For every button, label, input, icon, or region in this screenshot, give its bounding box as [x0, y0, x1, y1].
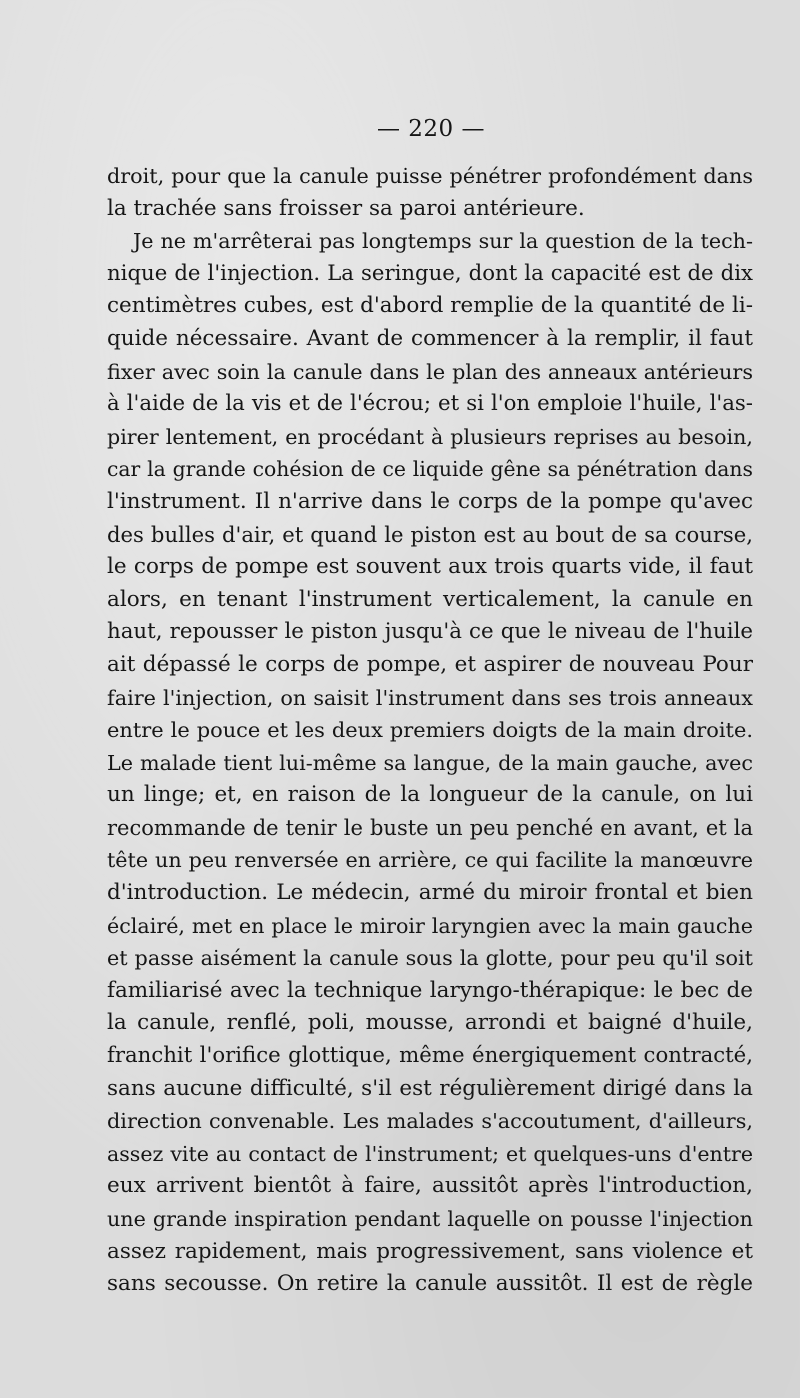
text-line: une grande inspiration pendant laquelle on pousse l'injection: [107, 1207, 753, 1231]
text-line: droit, pour que la canule puisse pénétrer profondément dans: [107, 164, 753, 188]
text-line: d'introduction. Le médecin, armé du miroir frontal et bien: [107, 880, 753, 906]
text-line: entre le pouce et les deux premiers doigts de la main droite.: [107, 718, 753, 743]
text-line: ait dépassé le corps de pompe, et aspirer de nouveau Pour: [107, 651, 753, 677]
body-text: [107, 160, 753, 1301]
text-line: faire l'injection, on saisit l'instrument dans ses trois anneaux: [107, 685, 753, 710]
text-line: eux arrivent bientôt à faire, aussitôt après l'introduction,: [107, 1173, 753, 1199]
text-line: haut, repousser le piston jusqu'à ce que le niveau de l'huile: [107, 619, 753, 645]
text-line: tête un peu renversée en arrière, ce qui facilite la manœuvre: [107, 848, 753, 873]
text-line: des bulles d'air, et quand le piston est au bout de sa course,: [107, 521, 753, 547]
text-line: pirer lentement, en procédant à plusieurs reprises au besoin,: [107, 424, 753, 449]
text-line: Je ne m'arrêterai pas longtemps sur la question de la tech-: [133, 229, 753, 254]
text-line: l'instrument. Il n'arrive dans le corps de la pompe qu'avec: [107, 488, 753, 514]
text-line: Le malade tient lui-même sa langue, de la main gauche, avec: [107, 750, 753, 775]
text-line: la canule, renflé, poli, mousse, arrondi et baigné d'huile,: [107, 1010, 753, 1036]
text-line: car la grande cohésion de ce liquide gêne sa pénétration dans: [107, 457, 753, 482]
text-line: un linge; et, en raison de la longueur de la canule, on lui: [107, 782, 753, 808]
text-line: et passe aisément la canule sous la glotte, pour peu qu'il soit: [107, 946, 753, 971]
text-line: la trachée sans froisser sa paroi antérieure.: [107, 195, 585, 221]
text-line: sans aucune difficulté, s'il est régulièrement dirigé dans la: [107, 1075, 753, 1101]
text-line: familiarisé avec la technique laryngo-thérapique: le bec de: [107, 977, 753, 1003]
text-line: franchit l'orifice glottique, même énergiquement contracté,: [107, 1043, 753, 1069]
text-line: assez vite au contact de l'instrument; et quelques-uns d'entre: [107, 1141, 753, 1166]
text-line: éclairé, met en place le miroir laryngien avec la main gauche: [107, 913, 753, 938]
text-line: sans secousse. On retire la canule aussitôt. Il est de règle: [107, 1271, 753, 1297]
text-line: centimètres cubes, est d'abord remplie de la quantité de li-: [107, 293, 753, 319]
text-line: quide nécessaire. Avant de commencer à la remplir, il faut: [107, 325, 753, 351]
text-line: alors, en tenant l'instrument verticalement, la canule en: [107, 586, 753, 612]
text-line: nique de l'injection. La seringue, dont la capacité est de dix: [107, 260, 753, 286]
text-line: recommande de tenir le buste un peu penché en avant, et la: [107, 814, 753, 840]
text-line: à l'aide de la vis et de l'écrou; et si l'on emploie l'huile, l'as-: [107, 391, 753, 417]
text-line: fixer avec soin la canule dans le plan des anneaux antérieurs: [107, 359, 753, 384]
text-line: assez rapidement, mais progressivement, sans violence et: [107, 1238, 753, 1264]
text-line: direction convenable. Les malades s'accoutument, d'ailleurs,: [107, 1109, 753, 1134]
page-number: — 220 —: [376, 116, 486, 142]
text-line: le corps de pompe est souvent aux trois quarts vide, il faut: [107, 554, 753, 580]
